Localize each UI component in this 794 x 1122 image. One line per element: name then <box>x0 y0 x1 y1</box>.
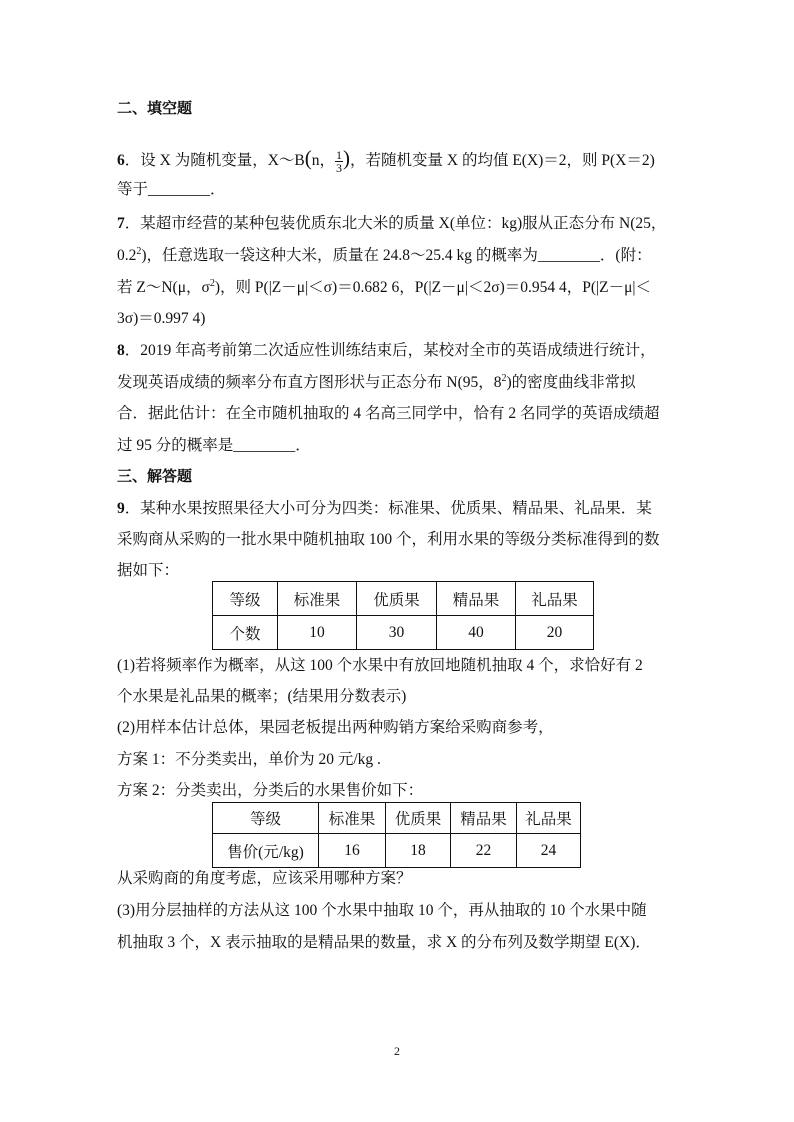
q8-line-3: 合．据此估计：在全市随机抽取的 4 名高三同学中，恰有 2 名同学的英语成绩超 <box>117 405 660 422</box>
q9-part2-line-1: (2)用样本估计总体，果园老板提出两种购销方案给采购商参考， <box>117 719 554 736</box>
table-cell: 售价(元/kg) <box>213 834 319 868</box>
q7-line-1-text: ．某超市经营的某种包装优质东北大米的质量 X(单位：kg)服从正态分布 N(25， <box>124 215 667 232</box>
table-cell: 优质果 <box>386 803 451 834</box>
q7-line-4: 3σ)＝0.997 4) <box>117 310 206 327</box>
section-heading-fill-blank: 二、填空题 <box>117 99 193 117</box>
q6-line-2: 等于________． <box>117 181 226 198</box>
q8-number: 8 <box>117 342 125 359</box>
table-cell: 礼品果 <box>516 582 594 616</box>
table-cell: 礼品果 <box>517 803 581 834</box>
q9-part1-line-2: 个水果是礼品果的概率；(结果用分数表示) <box>117 688 407 705</box>
q6-fraction-denominator: 3 <box>336 160 342 175</box>
q7-line-3-sup: 2 <box>209 277 215 289</box>
q8-line-1 <box>117 341 656 361</box>
q7-line-2-b: )，任意选取一袋这种大米，质量在 24.8～25.4 kg 的概率为________．(附： <box>141 247 652 264</box>
q8-line-2-b: )的密度曲线非常拟 <box>506 374 636 391</box>
table-cell: 精品果 <box>451 803 517 834</box>
q8-line-2-sup: 2 <box>501 372 507 384</box>
table-cell: 24 <box>517 834 581 868</box>
q7-line-2-a: 0.2 <box>117 247 137 264</box>
q6-text-a: ．设 X 为随机变量，X～B <box>124 152 305 169</box>
q7-line-3-b: )，则 P(|Z－μ|＜σ)＝0.682 6，P(|Z－μ|＜2σ)＝0.954 4，P(|Z－μ|＜ <box>214 279 651 296</box>
q9-number: 9 <box>117 500 125 517</box>
q9-line-1 <box>117 499 652 519</box>
page-number: 2 <box>394 1044 400 1058</box>
table-row <box>213 834 581 868</box>
q9-line-3: 据如下： <box>117 562 180 579</box>
q9-part3-line-2: 机抽取 3 个，X 表示抽取的是精品果的数量，求 X 的分布列及数学期望 E(X)． <box>117 934 651 951</box>
q9-plan-2: 方案 2：分类卖出，分类后的水果售价如下： <box>117 782 424 799</box>
q9-part3-line-1: (3)用分层抽样的方法从这 100 个水果中抽取 10 个，再从抽取的 10 个水果中随 <box>117 902 647 919</box>
q9-plan-1: 方案 1：不分类卖出，单价为 20 元/kg . <box>117 751 381 768</box>
q9-part2-question: 从采购商的角度考虑，应该采用哪种方案？ <box>117 870 412 887</box>
table-cell: 精品果 <box>437 582 516 616</box>
table-cell: 22 <box>451 834 517 868</box>
table-cell: 20 <box>516 616 594 650</box>
q7-line-2 <box>117 246 652 266</box>
table-row <box>213 616 594 650</box>
table-cell: 等级 <box>213 803 319 834</box>
q8-line-2-a: 发现英语成绩的频率分布直方图形状与正态分布 N(95，8 <box>117 374 502 391</box>
q6-param-n: n， <box>311 152 335 169</box>
section-heading-answer: 三、解答题 <box>117 467 193 485</box>
q8-line-2 <box>117 373 636 393</box>
q6-line-1 <box>117 148 655 174</box>
q7-line-3-a: 若 Z～N(μ，σ <box>117 279 210 296</box>
q8-line-1-text: ．2019 年高考前第二次适应性训练结束后，某校对全市的英语成绩进行统计， <box>124 342 656 359</box>
q6-text-b: ，若随机变量 X 的均值 E(X)＝2，则 P(X＝2) <box>350 152 655 169</box>
q9-part1-line-1: (1)若将频率作为概率，从这 100 个水果中有放回地随机抽取 4 个，求恰好有 2 <box>117 657 643 674</box>
q6-fraction-numerator: 1 <box>336 147 342 162</box>
table-cell: 个数 <box>213 616 278 650</box>
q6-number: 6 <box>117 152 125 169</box>
table-cell: 标准果 <box>278 582 357 616</box>
table-cell: 优质果 <box>357 582 437 616</box>
q8-line-4: 过 95 分的概率是________． <box>117 437 311 454</box>
q6-left-paren: ( <box>304 146 312 170</box>
q6-fraction <box>335 149 343 174</box>
q7-line-3 <box>117 278 651 298</box>
table-cell: 40 <box>437 616 516 650</box>
table-cell: 30 <box>357 616 437 650</box>
q9-line-2: 采购商从采购的一批水果中随机抽取 100 个，利用水果的等级分类标准得到的数 <box>117 531 660 548</box>
q7-number: 7 <box>117 215 125 232</box>
table-cell: 等级 <box>213 582 278 616</box>
table-row <box>213 582 594 616</box>
q6-right-paren: ) <box>343 146 350 170</box>
table-row <box>213 803 581 834</box>
table-cell: 18 <box>386 834 451 868</box>
q7-line-2-sup: 2 <box>136 245 142 257</box>
fruit-price-table <box>212 802 581 868</box>
q7-line-1 <box>117 214 666 234</box>
fruit-count-table <box>212 581 594 650</box>
q9-line-1-text: ．某种水果按照果径大小可分为四类：标准果、优质果、精品果、礼品果．某 <box>124 500 652 517</box>
table-cell: 16 <box>319 834 386 868</box>
table-cell: 标准果 <box>319 803 386 834</box>
table-cell: 10 <box>278 616 357 650</box>
